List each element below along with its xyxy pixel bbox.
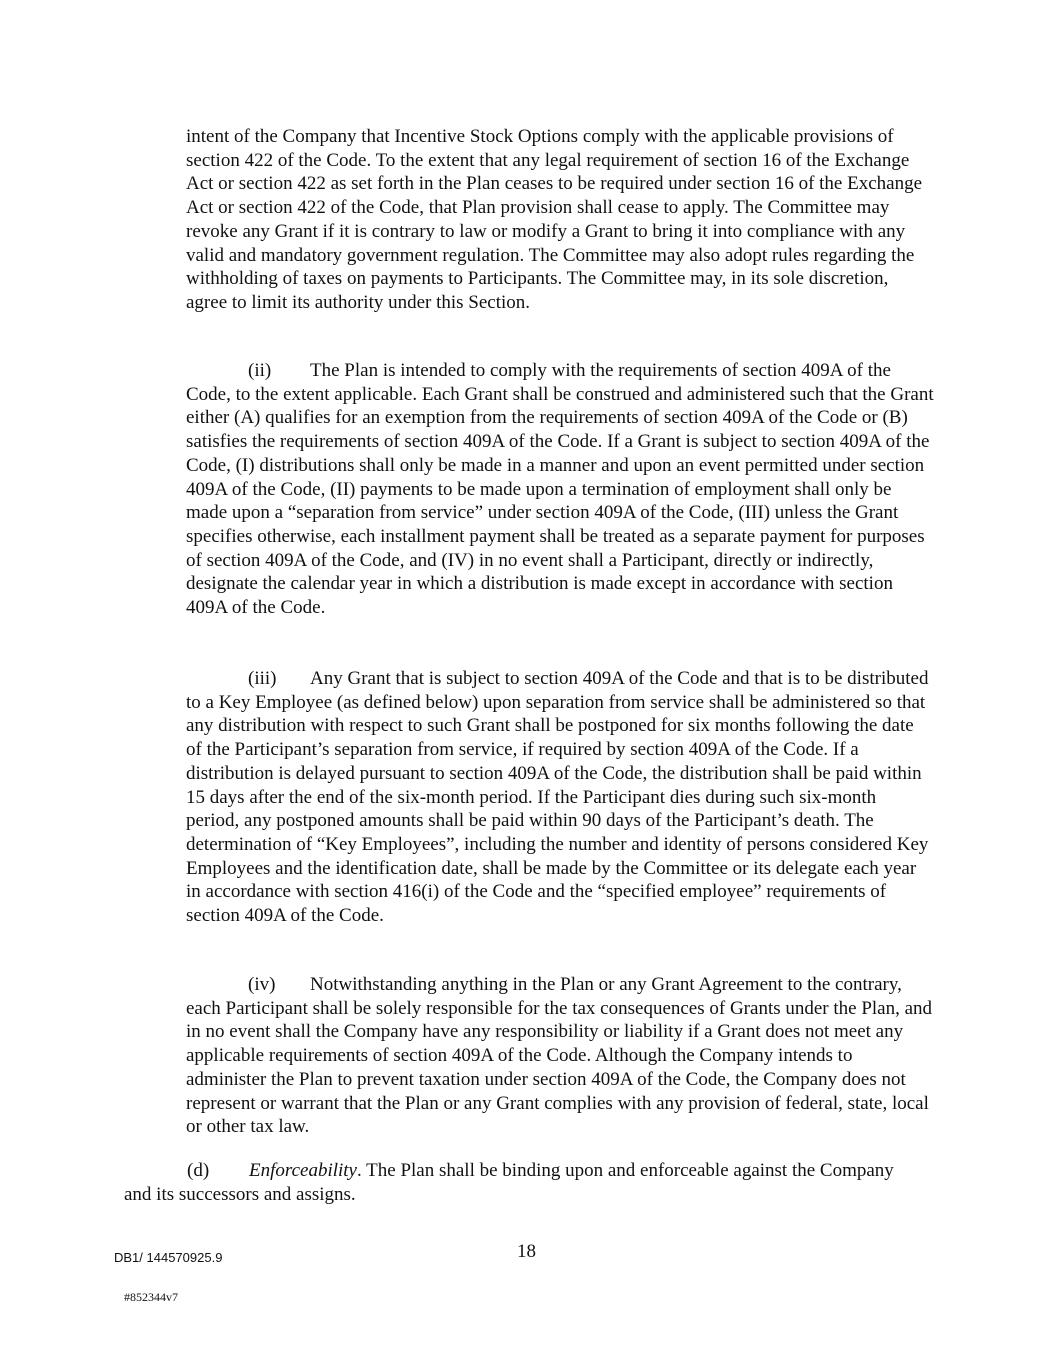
page-number: 18: [517, 1241, 536, 1262]
item-iii-label: (iii): [248, 668, 277, 689]
item-iv-label: (iv): [248, 974, 276, 995]
item-ii: [186, 359, 934, 620]
footer-doc-id: DB1/ 144570925.9: [114, 1250, 223, 1265]
section-d-label: (d): [187, 1160, 210, 1181]
paragraph-continuation: intent of the Company that Incentive Stock Options comply with the applicable provisions of section 422 of the Code. To the extent that any legal requirement of section 16 of the Exchange Act or section 422 as set forth in the Plan ceases to be required under section 16 of the Exchange Act or section 422 of the Code, that Plan provision shall cease to apply. The Committee may revoke any Grant if it is contrary to law or modify a Grant to bring it into compliance with any valid and mandatory government regulation. The Committee may also adopt rules regarding the withholding of taxes on payments to Participants. The Committee may, in its sole discretion, agree to limit its authority under this Section.: [186, 126, 923, 313]
item-iv: [186, 973, 934, 1139]
item-iii: [186, 667, 934, 928]
section-d-text: . The Plan shall be binding upon and enforceable against the Company and its successors and assigns.: [124, 1160, 894, 1205]
item-iii-text: Any Grant that is subject to section 409A of the Code and that is to be distributed to a Key Employee (as defined below) upon separation from service shall be administered so that any distribution with respect to such Grant shall be postponed for six months following the date of the Participant’s separation from service, if required by section 409A of the Code. If a distribution is delayed pursuant to section 409A of the Code, the distribution shall be paid within 15 days after the end of the six-month period. If the Participant dies during such six-month period, any postponed amounts shall be paid within 90 days of the Participant’s death. The determination of “Key Employees”, including the number and identity of persons considered Key Employees and the identification date, shall be made by the Committee or its delegate each year in accordance with section 416(i) of the Code and the “specified employee” requirements of section 409A of the Code.: [186, 668, 929, 927]
footer-doc-ref: #852344v7: [124, 1290, 178, 1304]
item-ii-text: The Plan is intended to comply with the requirements of section 409A of the Code, to the extent applicable. Each Grant shall be construed and administered such that the Grant either (A) qualifies for an exemption from the requirements of section 409A of the Code or (B) satisfies the requirements of section 409A of the Code. If a Grant is subject to section 409A of the Code, (I) distributions shall only be made in a manner and upon an event permitted under section 409A of the Code, (II) payments to be made upon a termination of employment shall only be made upon a “separation from service” under section 409A of the Code, (III) unless the Grant specifies otherwise, each installment payment shall be treated as a separate payment for purposes of section 409A of the Code, and (IV) in no event shall a Participant, directly or indirectly, designate the calendar year in which a distribution is made except in accordance with section 409A of the Code.: [186, 360, 934, 619]
section-d: [124, 1159, 924, 1206]
item-ii-label: (ii): [248, 360, 272, 381]
item-iv-text: Notwithstanding anything in the Plan or any Grant Agreement to the contrary, each Participant shall be solely responsible for the tax consequences of Grants under the Plan, and in no event shall the Company have any responsibility or liability if a Grant does not meet any applicable requirements of section 409A of the Code. Although the Company intends to administer the Plan to prevent taxation under section 409A of the Code, the Company does not represent or warrant that the Plan or any Grant complies with any provision of federal, state, local or other tax law.: [186, 974, 933, 1138]
section-d-heading: Enforceability: [249, 1160, 357, 1181]
